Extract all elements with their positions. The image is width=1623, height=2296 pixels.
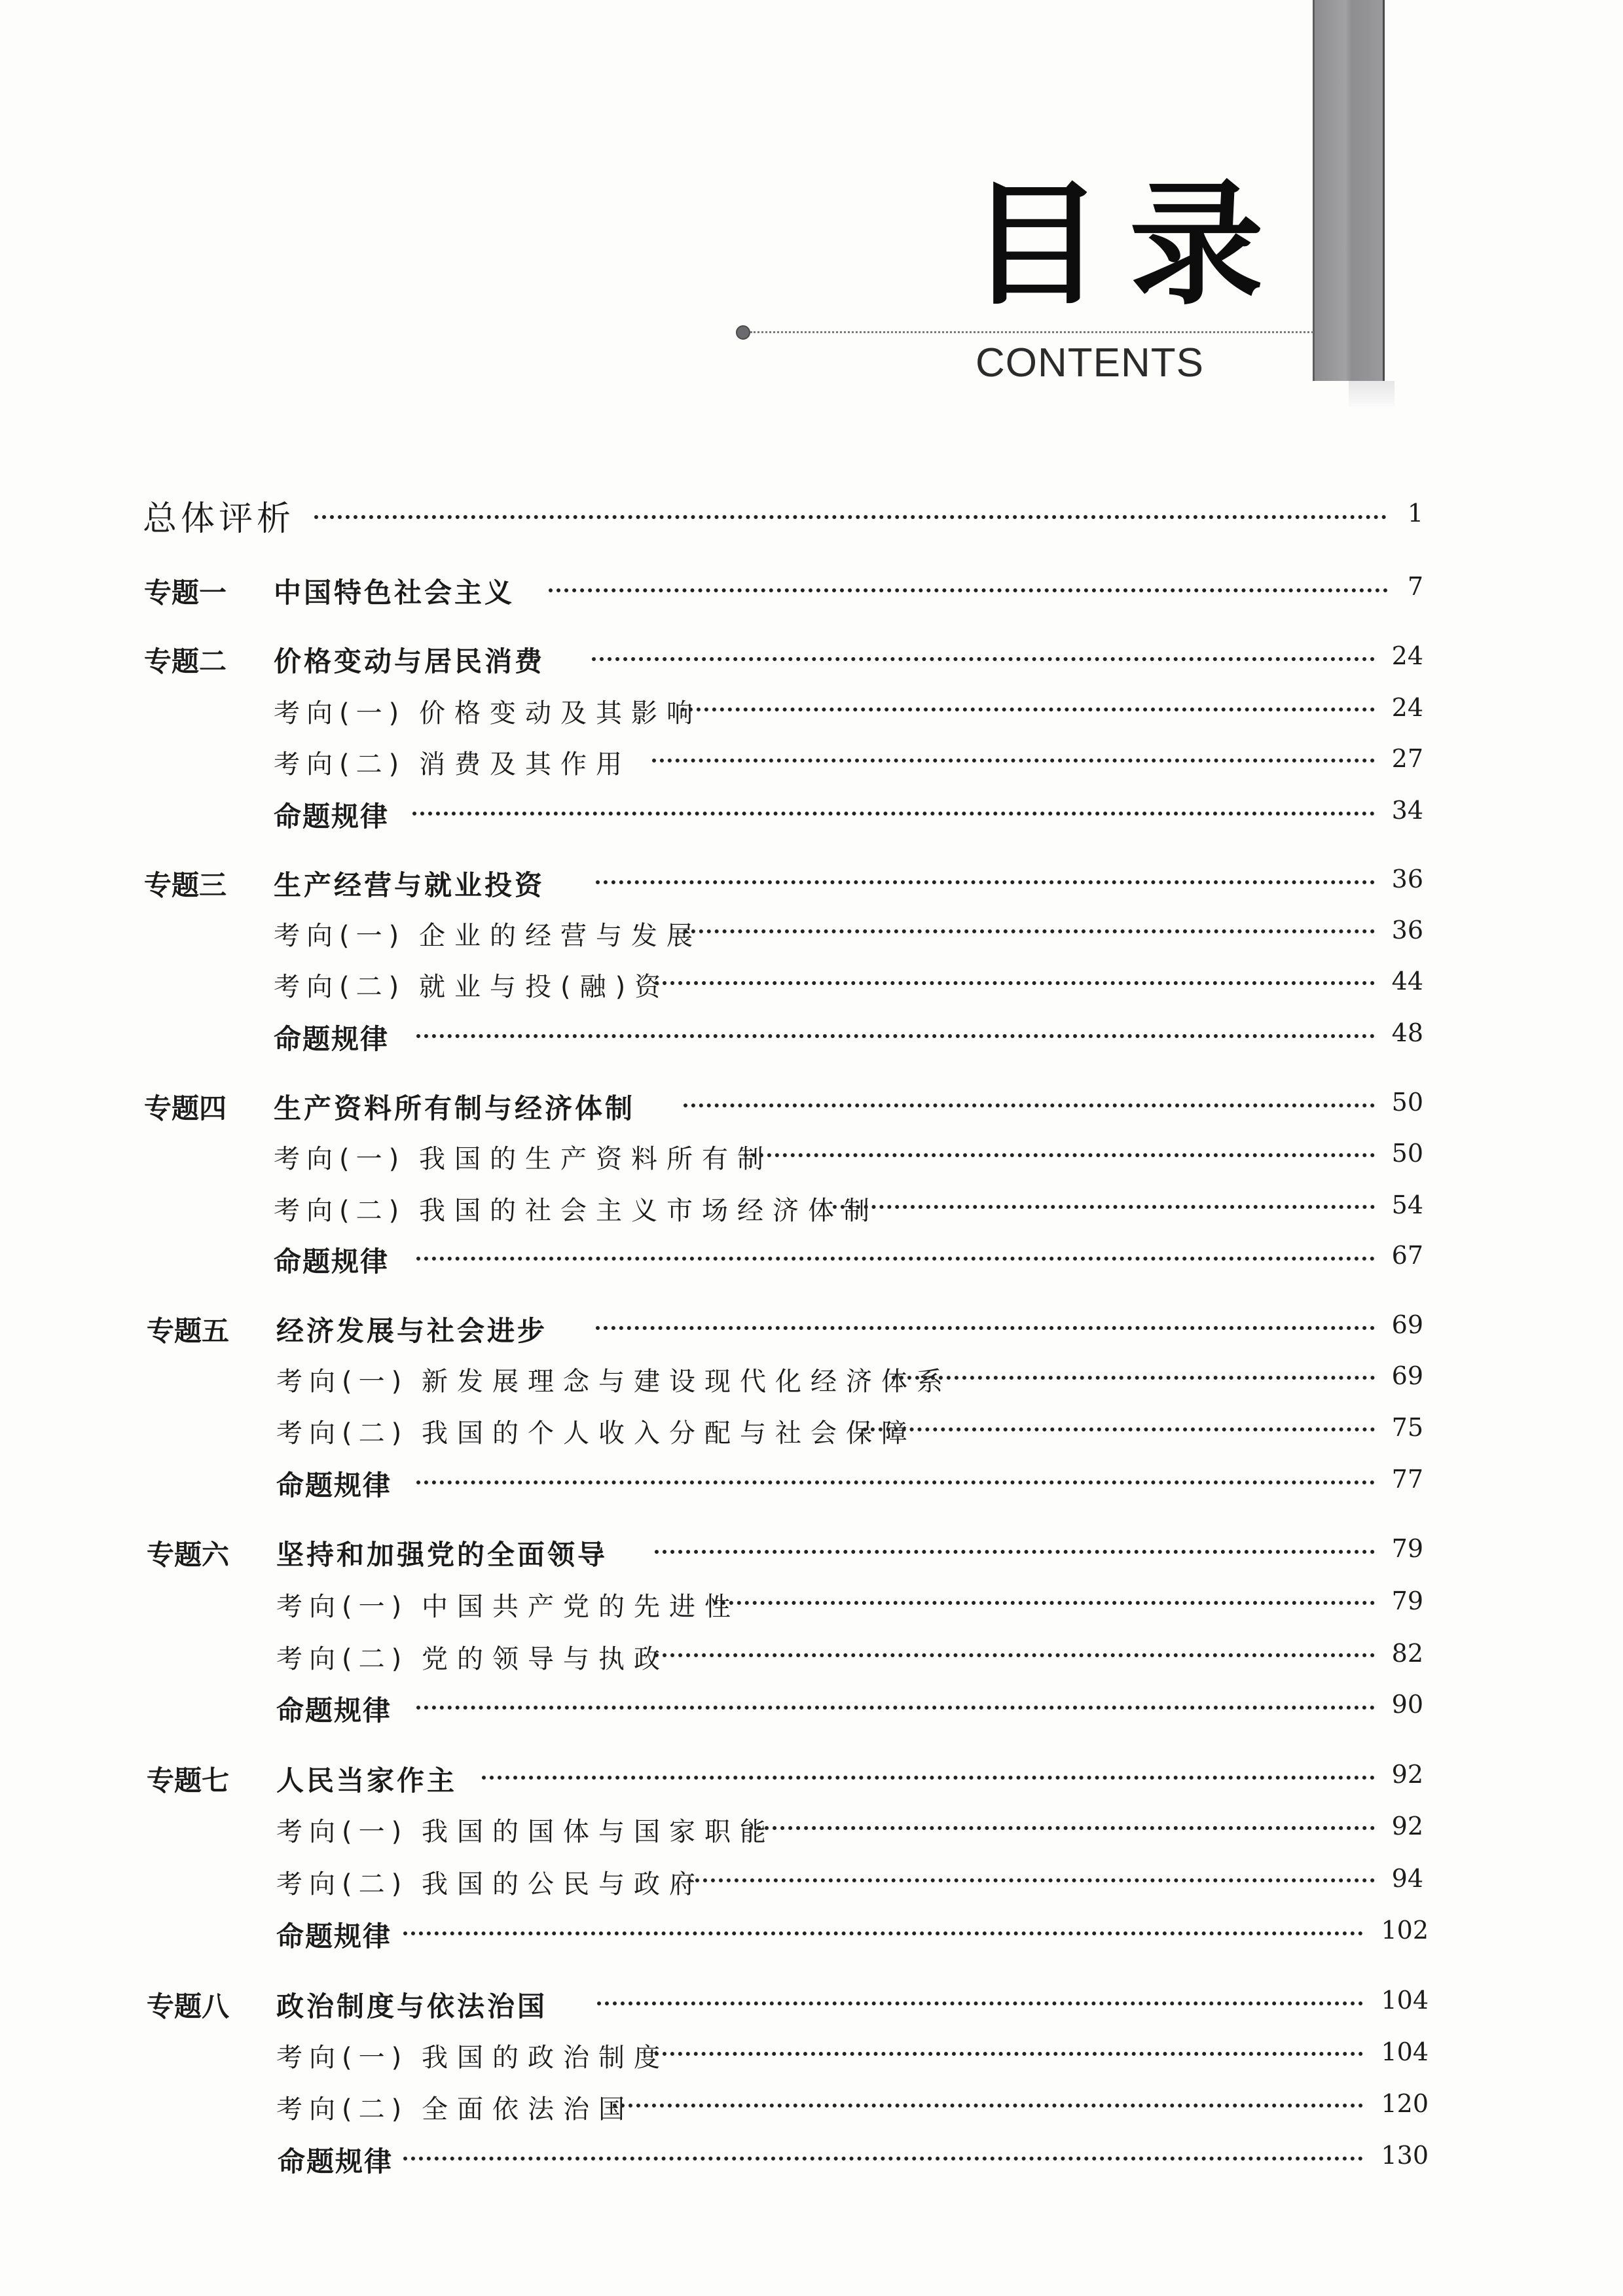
page-number: 92: [1391, 1760, 1423, 1789]
subtopic-title: 价格变动及其影响: [419, 698, 702, 728]
page-number: 7: [1407, 572, 1423, 601]
dot-leader: [549, 588, 1388, 592]
page-number: 50: [1391, 1139, 1423, 1168]
rules-label: 命题规律: [278, 2145, 393, 2178]
dot-leader: [655, 981, 1375, 985]
topic-label: 专题三: [144, 869, 227, 901]
page-number: 36: [1391, 916, 1423, 944]
dot-leader: [687, 1878, 1375, 1882]
rules-label: 命题规律: [274, 1246, 390, 1278]
rules-label: 命题规律: [274, 800, 390, 833]
toc-entry-title: 总体评析: [143, 499, 295, 539]
page-number: 77: [1391, 1465, 1423, 1494]
page-number: 75: [1391, 1413, 1423, 1442]
rules-label: 命题规律: [276, 1469, 392, 1501]
dot-leader: [744, 1153, 1375, 1157]
page-number: 92: [1391, 1812, 1423, 1840]
subtopic-label: 考向(二): [274, 972, 406, 1002]
dot-leader: [416, 1034, 1375, 1038]
rules-label: 命题规律: [276, 1695, 392, 1727]
topic-title: 价格变动与居民消费: [274, 645, 545, 677]
subtopic-label: 考向(二): [276, 1644, 409, 1674]
subtopic-label: 考向(一): [276, 1367, 409, 1397]
page-number: 94: [1391, 1864, 1423, 1893]
subtopic-title: 我国的公民与政府: [422, 1869, 704, 1899]
topic-label: 专题八: [147, 1990, 230, 2022]
topic-title: 生产经营与就业投资: [274, 869, 545, 901]
dot-leader: [655, 2052, 1363, 2056]
subtopic-label: 考向(二): [276, 2094, 409, 2125]
page-number: 67: [1391, 1241, 1423, 1270]
dot-leader: [863, 1427, 1375, 1431]
topic-title: 中国特色社会主义: [274, 577, 515, 609]
dot-leader: [412, 812, 1375, 816]
page-number: 54: [1391, 1191, 1423, 1219]
subtopic-label: 考向(一): [276, 1592, 409, 1622]
page-number: 50: [1391, 1088, 1423, 1117]
dot-leader: [684, 929, 1375, 933]
topic-title: 生产资料所有制与经济体制: [274, 1092, 636, 1124]
subtopic-label: 考向(二): [276, 1418, 409, 1448]
dot-leader: [655, 1550, 1375, 1554]
page-number: 120: [1381, 2089, 1429, 2118]
page-number: 24: [1391, 693, 1423, 722]
page-title: 目录: [969, 168, 1290, 323]
topic-title: 人民当家作主: [276, 1765, 458, 1797]
page-subtitle: CONTENTS: [976, 340, 1204, 386]
topic-label: 专题七: [147, 1765, 230, 1797]
page-number: 48: [1391, 1018, 1423, 1047]
subtopic-label: 考向(一): [274, 698, 406, 728]
dot-leader: [596, 880, 1375, 884]
dot-leader: [403, 2157, 1363, 2161]
subtopic-title: 我国的个人收入分配与社会保障: [422, 1418, 917, 1448]
page-number: 34: [1391, 796, 1423, 825]
subtopic-label: 考向(二): [274, 1196, 406, 1226]
dot-leader: [613, 2104, 1363, 2108]
subtopic-label: 考向(二): [274, 749, 406, 780]
page-number: 1: [1407, 499, 1423, 528]
subtopic-title: 中国共产党的先进性: [422, 1592, 740, 1622]
subtopic-title: 消费及其作用: [419, 749, 631, 780]
dot-leader: [833, 1205, 1375, 1209]
topic-title: 政治制度与依法治国: [276, 1990, 548, 2022]
page-number: 90: [1391, 1690, 1423, 1719]
dot-leader: [314, 515, 1387, 519]
subtopic-title: 企业的经营与发展: [419, 921, 702, 951]
dot-leader: [416, 1480, 1375, 1484]
page-number: 36: [1391, 865, 1423, 893]
page-number: 104: [1381, 1986, 1429, 2015]
subtopic-label: 考向(一): [276, 1817, 409, 1847]
subtopic-label: 考向(一): [276, 2043, 409, 2073]
dot-leader: [416, 1257, 1375, 1261]
dot-leader: [403, 1931, 1363, 1935]
page-number: 82: [1391, 1639, 1423, 1668]
dot-leader: [597, 2001, 1363, 2005]
topic-label: 专题五: [147, 1315, 230, 1347]
subtopic-title: 全面依法治国: [422, 2094, 634, 2125]
page-number: 130: [1381, 2141, 1429, 2170]
dot-leader: [652, 759, 1375, 762]
dot-leader: [482, 1776, 1375, 1780]
page-number: 102: [1381, 1916, 1429, 1945]
topic-label: 专题四: [144, 1092, 227, 1124]
page-number: 27: [1391, 744, 1423, 773]
subtopic-label: 考向(一): [274, 1144, 406, 1174]
page-number: 79: [1391, 1534, 1423, 1563]
topic-title: 坚持和加强党的全面领导: [276, 1539, 608, 1571]
dot-leader: [681, 708, 1375, 711]
page-number: 44: [1391, 967, 1423, 996]
subtopic-title: 我国的政治制度: [422, 2043, 669, 2073]
topic-title: 经济发展与社会进步: [276, 1315, 548, 1347]
page-number: 69: [1391, 1310, 1423, 1339]
page-number: 104: [1381, 2037, 1429, 2066]
page-number: 24: [1391, 641, 1423, 670]
rules-label: 命题规律: [276, 1920, 392, 1952]
subtopic-title: 我国的国体与国家职能: [422, 1817, 775, 1847]
subtopic-title: 我国的社会主义市场经济体制: [419, 1196, 879, 1226]
topic-label: 专题二: [144, 645, 227, 677]
page-number: 79: [1391, 1587, 1423, 1615]
subtopic-title: 我国的生产资料所有制: [419, 1144, 773, 1174]
page-number: 69: [1391, 1361, 1423, 1390]
rules-label: 命题规律: [274, 1023, 390, 1055]
dot-leader: [596, 1326, 1375, 1330]
dot-leader: [749, 1826, 1375, 1830]
dot-leader: [416, 1706, 1375, 1710]
subtopic-title: 就业与投(融)资: [419, 972, 670, 1002]
subtopic-label: 考向(一): [274, 921, 406, 951]
dot-leader: [655, 1653, 1375, 1657]
dot-leader: [592, 657, 1375, 661]
dot-leader: [892, 1376, 1375, 1380]
subtopic-label: 考向(二): [276, 1869, 409, 1899]
dot-leader: [684, 1103, 1375, 1107]
topic-label: 专题六: [147, 1539, 230, 1571]
subtopic-title: 新发展理念与建设现代化经济体系: [422, 1367, 952, 1397]
dot-leader: [714, 1601, 1375, 1605]
subtopic-title: 党的领导与执政: [422, 1644, 669, 1674]
topic-label: 专题一: [144, 577, 227, 609]
